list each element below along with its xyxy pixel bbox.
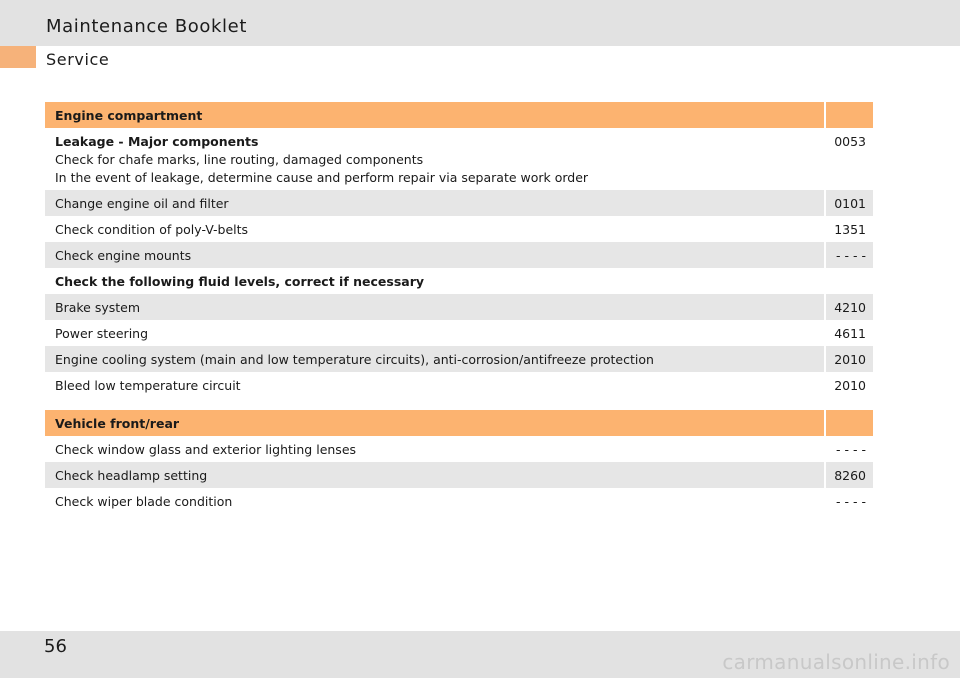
job-code: 8260 xyxy=(824,462,873,488)
task-label: Engine cooling system (main and low temperature circuits), anti-corrosion/antifreeze protection xyxy=(45,346,824,372)
leakage-line-1: Check for chafe marks, line routing, damaged components xyxy=(55,152,424,167)
task-label: Change engine oil and filter xyxy=(45,190,824,216)
task-label: Bleed low temperature circuit xyxy=(55,377,241,393)
task-label: Check window glass and exterior lighting lenses xyxy=(55,441,357,457)
section-title: Service xyxy=(46,50,110,69)
job-code: - - - - xyxy=(836,493,866,509)
job-code: 1351 xyxy=(834,221,866,237)
header-code-cell xyxy=(824,410,873,436)
leakage-line-2: In the event of leakage, determine cause and perform repair via separate work order xyxy=(55,170,589,185)
leakage-title: Leakage - Major components xyxy=(55,134,259,149)
fluid-levels-subheading-row xyxy=(45,268,873,294)
table-row xyxy=(45,462,873,488)
vehicle-front-rear-heading: Vehicle front/rear xyxy=(45,410,824,436)
job-code: 0101 xyxy=(824,190,873,216)
table-row xyxy=(45,372,873,398)
watermark: carmanualsonline.info xyxy=(722,650,950,674)
engine-compartment-header xyxy=(45,102,873,128)
booklet-title: Maintenance Booklet xyxy=(46,16,247,37)
fluid-levels-subheading: Check the following fluid levels, correct if necessary xyxy=(55,273,425,289)
section-tab-marker xyxy=(0,46,36,68)
header-code-cell xyxy=(824,102,873,128)
table-row xyxy=(45,242,873,268)
vehicle-front-rear-table xyxy=(45,410,873,514)
task-label: Check headlamp setting xyxy=(45,462,824,488)
job-code: - - - - xyxy=(836,441,866,457)
table-row xyxy=(45,190,873,216)
task-label: Check engine mounts xyxy=(45,242,824,268)
table-row xyxy=(45,294,873,320)
table-row xyxy=(45,216,873,242)
task-label: Check wiper blade condition xyxy=(55,493,233,509)
task-label: Check condition of poly-V-belts xyxy=(55,221,249,237)
table-row xyxy=(45,436,873,462)
task-label: Brake system xyxy=(45,294,824,320)
table-row xyxy=(45,346,873,372)
page-number: 56 xyxy=(44,636,67,657)
table-row xyxy=(45,488,873,514)
table-row xyxy=(45,128,873,190)
engine-compartment-heading: Engine compartment xyxy=(45,102,824,128)
job-code: 0053 xyxy=(834,134,866,149)
job-code: - - - - xyxy=(824,242,873,268)
vehicle-front-rear-header xyxy=(45,410,873,436)
task-label: Power steering xyxy=(55,325,149,341)
engine-compartment-table xyxy=(45,102,873,398)
job-code: 4611 xyxy=(834,325,866,341)
job-code: 2010 xyxy=(834,377,866,393)
job-code: 2010 xyxy=(824,346,873,372)
table-row xyxy=(45,320,873,346)
job-code: 4210 xyxy=(824,294,873,320)
